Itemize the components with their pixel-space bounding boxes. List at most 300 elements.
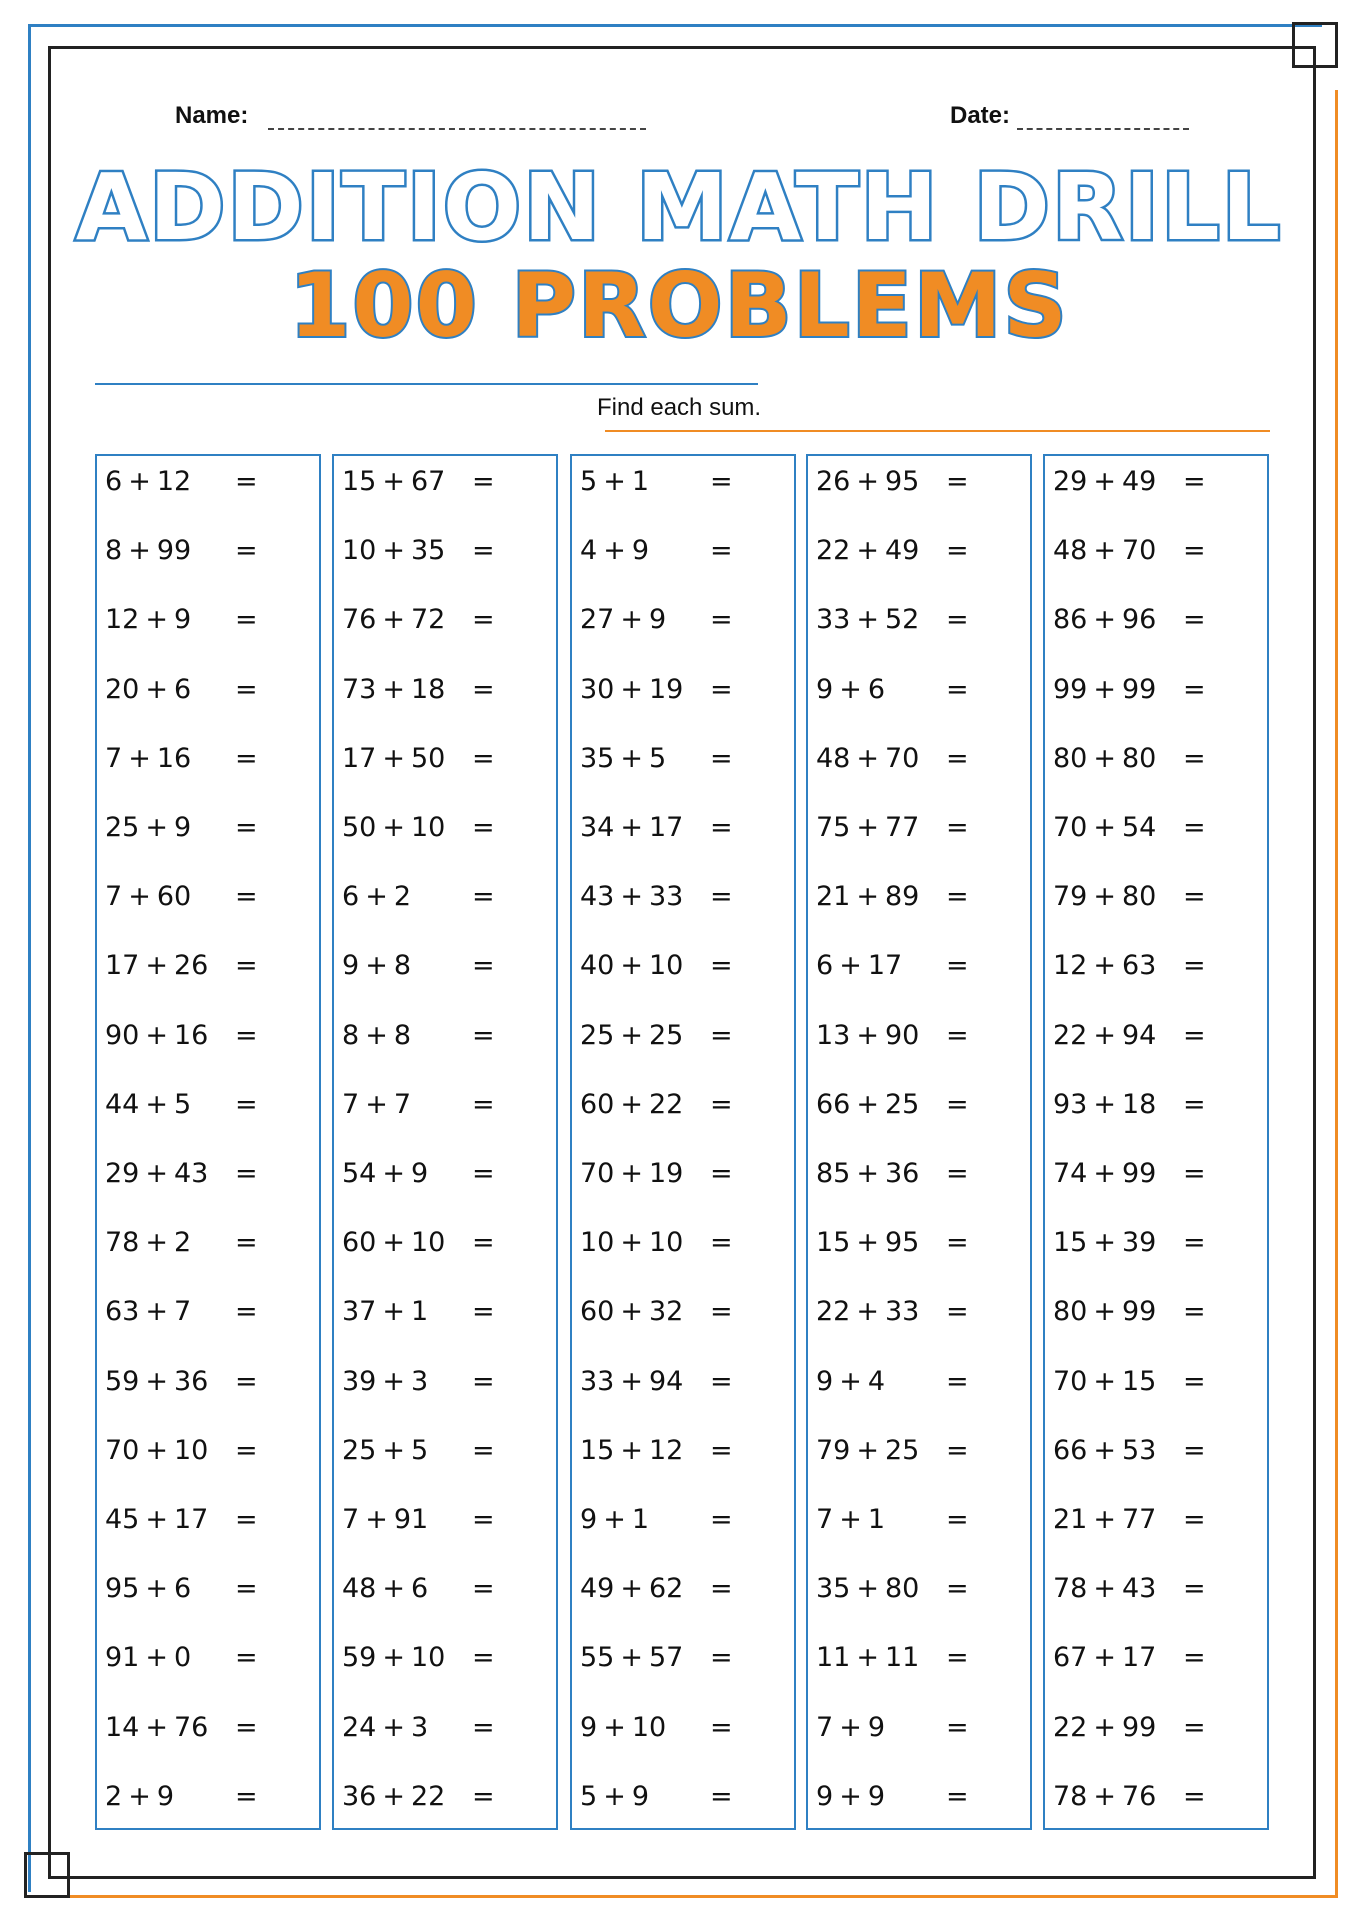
equals-sign: =: [710, 1158, 733, 1189]
addend-b: 25: [884, 1434, 920, 1466]
plus-sign: +: [145, 673, 168, 705]
equals-sign: =: [235, 673, 258, 705]
addend-a: 21: [816, 881, 851, 913]
equals-sign: =: [472, 1088, 495, 1120]
addend-b: 10: [410, 812, 446, 843]
plus-sign: +: [856, 535, 879, 567]
equals-sign: =: [235, 1434, 258, 1466]
equals-sign: =: [1183, 1227, 1206, 1259]
equals-sign: =: [235, 1227, 258, 1259]
plus-sign: +: [1093, 881, 1116, 913]
addend-b: 1: [631, 466, 649, 497]
problem: [105, 1777, 315, 1817]
equals-sign: =: [946, 1504, 969, 1535]
problem: [105, 1154, 315, 1194]
addend-b: 19: [648, 673, 684, 705]
equals-sign: =: [1183, 1158, 1206, 1189]
equals-sign: =: [710, 950, 733, 982]
problem: [580, 1569, 790, 1609]
addend-a: 79: [816, 1434, 851, 1466]
plus-sign: +: [1093, 1642, 1116, 1674]
equals-sign: =: [946, 1227, 969, 1259]
problem: [580, 1431, 790, 1471]
equals-sign: =: [472, 1780, 495, 1812]
addend-a: 7: [816, 1504, 834, 1535]
addend-a: 15: [1053, 1227, 1088, 1259]
addend-b: 17: [867, 950, 903, 982]
addend-a: 17: [342, 742, 377, 774]
problem: [105, 739, 315, 779]
worksheet-title: ADDITION MATH DRILL: [75, 154, 1283, 261]
addend-b: 7: [173, 1296, 192, 1328]
equals-sign: =: [235, 1019, 258, 1051]
addend-a: 74: [1053, 1158, 1088, 1189]
addend-b: 49: [884, 535, 920, 567]
problem: [105, 1292, 315, 1332]
problem: [580, 670, 790, 710]
problem: [342, 877, 552, 917]
equals-sign: =: [472, 950, 495, 982]
addend-a: 76: [342, 604, 377, 636]
addend-a: 12: [105, 604, 140, 636]
equals-sign: =: [946, 1019, 969, 1051]
addend-b: 10: [410, 1642, 446, 1674]
date-label: Date:: [950, 102, 1011, 129]
addend-b: 99: [1121, 1158, 1157, 1189]
plus-sign: +: [365, 1019, 388, 1051]
equals-sign: =: [472, 466, 495, 497]
plus-sign: +: [382, 466, 405, 497]
plus-sign: +: [620, 812, 643, 843]
plus-sign: +: [1093, 673, 1116, 705]
addend-a: 33: [580, 1365, 615, 1397]
addend-b: 17: [173, 1504, 209, 1535]
problem: [580, 1777, 790, 1817]
addend-b: 1: [631, 1504, 649, 1535]
addend-a: 22: [816, 1296, 851, 1328]
addend-a: 39: [342, 1365, 377, 1397]
problem: [1053, 1016, 1263, 1056]
plus-sign: +: [128, 742, 151, 774]
equals-sign: =: [472, 742, 495, 774]
equals-sign: =: [1183, 1642, 1206, 1674]
equals-sign: =: [472, 673, 495, 705]
addend-b: 57: [648, 1642, 684, 1674]
addend-a: 15: [816, 1227, 851, 1259]
plus-sign: +: [1093, 950, 1116, 982]
problem: [1053, 1777, 1263, 1817]
problem: [342, 739, 552, 779]
plus-sign: +: [128, 881, 151, 913]
addend-a: 60: [342, 1227, 377, 1259]
plus-sign: +: [856, 1573, 879, 1605]
equals-sign: =: [1183, 1019, 1206, 1051]
plus-sign: +: [145, 604, 168, 636]
addend-a: 6: [342, 881, 360, 913]
addend-b: 1: [867, 1504, 885, 1535]
plus-sign: +: [620, 604, 643, 636]
problem: [342, 531, 552, 571]
problem: [342, 670, 552, 710]
equals-sign: =: [1183, 812, 1206, 843]
equals-sign: =: [235, 812, 258, 843]
addend-b: 10: [648, 950, 684, 982]
plus-sign: +: [1093, 1227, 1116, 1259]
problem: [1053, 877, 1263, 917]
addend-b: 80: [884, 1573, 920, 1605]
plus-sign: +: [839, 1365, 862, 1397]
plus-sign: +: [365, 1504, 388, 1535]
plus-sign: +: [1093, 1711, 1116, 1743]
addend-a: 50: [342, 812, 377, 843]
equals-sign: =: [710, 1642, 733, 1674]
addend-b: 6: [173, 1573, 192, 1605]
equals-sign: =: [235, 1365, 258, 1397]
equals-sign: =: [235, 1780, 258, 1812]
addend-b: 4: [867, 1365, 885, 1397]
plus-sign: +: [1093, 604, 1116, 636]
addend-a: 45: [105, 1504, 140, 1535]
equals-sign: =: [710, 673, 733, 705]
addend-a: 79: [1053, 881, 1088, 913]
plus-sign: +: [839, 673, 862, 705]
problem: [580, 1154, 790, 1194]
equals-sign: =: [472, 1296, 495, 1328]
problem-column: [806, 454, 1032, 1830]
problem: [342, 1431, 552, 1471]
addend-b: 99: [1121, 1296, 1157, 1328]
problem: [105, 1362, 315, 1402]
addend-a: 10: [580, 1227, 615, 1259]
plus-sign: +: [382, 742, 405, 774]
addend-a: 9: [580, 1711, 598, 1743]
addend-a: 59: [342, 1642, 377, 1674]
addend-a: 4: [580, 535, 598, 567]
problem: [105, 1569, 315, 1609]
date-field[interactable]: [1017, 128, 1189, 130]
equals-sign: =: [235, 1711, 258, 1743]
problem: [580, 739, 790, 779]
plus-sign: +: [382, 1158, 405, 1189]
problem: [105, 1431, 315, 1471]
addend-a: 36: [342, 1780, 377, 1812]
addend-a: 7: [105, 742, 123, 774]
plus-sign: +: [382, 1434, 405, 1466]
problem: [105, 462, 315, 502]
addend-b: 7: [393, 1088, 411, 1120]
plus-sign: +: [145, 1711, 168, 1743]
addend-b: 89: [884, 881, 920, 913]
addend-a: 9: [342, 950, 360, 982]
problem: [816, 1708, 1026, 1748]
equals-sign: =: [710, 1088, 733, 1120]
addend-b: 10: [648, 1227, 684, 1259]
problem-column: [1043, 454, 1269, 1830]
plus-sign: +: [382, 1642, 405, 1674]
addend-a: 91: [105, 1642, 140, 1674]
equals-sign: =: [946, 1088, 969, 1120]
plus-sign: +: [620, 742, 643, 774]
addend-b: 9: [156, 1780, 174, 1812]
addend-b: 11: [884, 1642, 920, 1674]
equals-sign: =: [946, 1573, 969, 1605]
plus-sign: +: [856, 812, 879, 843]
addend-a: 66: [1053, 1434, 1088, 1466]
equals-sign: =: [1183, 1711, 1206, 1743]
plus-sign: +: [382, 1711, 405, 1743]
plus-sign: +: [856, 1019, 879, 1051]
addend-a: 21: [1053, 1504, 1088, 1535]
plus-sign: +: [1093, 1296, 1116, 1328]
plus-sign: +: [382, 1365, 405, 1397]
plus-sign: +: [620, 1019, 643, 1051]
divider-orange: [605, 430, 1270, 432]
addend-a: 67: [1053, 1642, 1088, 1674]
plus-sign: +: [856, 1227, 879, 1259]
plus-sign: +: [382, 1296, 405, 1328]
addend-b: 15: [1121, 1365, 1157, 1397]
problem: [1053, 670, 1263, 710]
plus-sign: +: [1093, 1088, 1116, 1120]
equals-sign: =: [472, 1019, 495, 1051]
addend-a: 22: [1053, 1711, 1088, 1743]
addend-a: 85: [816, 1158, 851, 1189]
problem: [105, 1708, 315, 1748]
plus-sign: +: [603, 1711, 626, 1743]
plus-sign: +: [839, 1504, 862, 1535]
problem: [816, 1362, 1026, 1402]
addend-b: 5: [648, 742, 667, 774]
equals-sign: =: [1183, 1365, 1206, 1397]
problem: [342, 1016, 552, 1056]
equals-sign: =: [235, 1088, 258, 1120]
addend-b: 99: [1121, 1711, 1157, 1743]
addend-b: 17: [1121, 1642, 1157, 1674]
problem: [816, 739, 1026, 779]
addend-b: 50: [410, 742, 446, 774]
equals-sign: =: [235, 466, 258, 497]
equals-sign: =: [1183, 1780, 1206, 1812]
addend-a: 55: [580, 1642, 615, 1674]
problem: [342, 1223, 552, 1263]
addend-b: 62: [648, 1573, 684, 1605]
problem: [816, 670, 1026, 710]
problem: [105, 670, 315, 710]
equals-sign: =: [710, 1780, 733, 1812]
problem: [580, 1085, 790, 1125]
addend-a: 20: [105, 673, 140, 705]
plus-sign: +: [145, 1088, 168, 1120]
equals-sign: =: [1183, 1573, 1206, 1605]
equals-sign: =: [472, 1434, 495, 1466]
plus-sign: +: [856, 1434, 879, 1466]
addend-b: 19: [648, 1158, 684, 1189]
plus-sign: +: [620, 673, 643, 705]
plus-sign: +: [145, 1365, 168, 1397]
addend-b: 9: [631, 1780, 649, 1812]
equals-sign: =: [472, 1158, 495, 1189]
addend-a: 26: [816, 466, 851, 497]
equals-sign: =: [710, 812, 733, 843]
problem: [816, 1500, 1026, 1540]
addend-b: 5: [410, 1434, 429, 1466]
addend-b: 43: [1121, 1573, 1157, 1605]
addend-b: 76: [1121, 1780, 1157, 1812]
addend-b: 17: [648, 812, 684, 843]
addend-a: 9: [816, 673, 834, 705]
addend-b: 33: [884, 1296, 920, 1328]
equals-sign: =: [472, 1642, 495, 1674]
problem: [1053, 1223, 1263, 1263]
problem: [1053, 531, 1263, 571]
problem: [580, 1292, 790, 1332]
addend-b: 77: [884, 812, 920, 843]
equals-sign: =: [1183, 1296, 1206, 1328]
problem: [1053, 1569, 1263, 1609]
plus-sign: +: [1093, 466, 1116, 497]
problem: [580, 877, 790, 917]
plus-sign: +: [1093, 1158, 1116, 1189]
addend-b: 25: [884, 1088, 920, 1120]
problem-column: [95, 454, 321, 1830]
plus-sign: +: [1093, 535, 1116, 567]
problem: [580, 1016, 790, 1056]
addend-b: 10: [631, 1711, 667, 1743]
addend-b: 99: [1121, 673, 1157, 705]
addend-a: 70: [105, 1434, 140, 1466]
addend-b: 80: [1121, 742, 1157, 774]
addend-a: 2: [105, 1780, 123, 1812]
plus-sign: +: [1093, 1434, 1116, 1466]
addend-a: 93: [1053, 1088, 1088, 1120]
addend-b: 43: [173, 1158, 209, 1189]
plus-sign: +: [145, 1158, 168, 1189]
equals-sign: =: [946, 1642, 969, 1674]
problem: [816, 1569, 1026, 1609]
problem: [580, 531, 790, 571]
divider-blue: [95, 383, 758, 385]
problem: [342, 462, 552, 502]
plus-sign: +: [145, 1504, 168, 1535]
addend-b: 91: [393, 1504, 429, 1535]
addend-a: 59: [105, 1365, 140, 1397]
addend-b: 35: [410, 535, 446, 567]
addend-b: 9: [631, 535, 649, 567]
plus-sign: +: [620, 1158, 643, 1189]
equals-sign: =: [1183, 604, 1206, 636]
addend-a: 7: [342, 1088, 360, 1120]
problem: [1053, 1154, 1263, 1194]
problem: [1053, 1431, 1263, 1471]
problem: [105, 1085, 315, 1125]
plus-sign: +: [1093, 1504, 1116, 1535]
equals-sign: =: [710, 604, 733, 636]
problem: [105, 600, 315, 640]
addend-b: 77: [1121, 1504, 1157, 1535]
addend-b: 10: [410, 1227, 446, 1259]
plus-sign: +: [365, 881, 388, 913]
addend-b: 60: [156, 881, 192, 913]
addend-b: 18: [1121, 1088, 1157, 1120]
addend-a: 37: [342, 1296, 377, 1328]
addend-b: 94: [1121, 1019, 1157, 1051]
problem: [580, 946, 790, 986]
addend-b: 70: [1121, 535, 1157, 567]
addend-b: 6: [867, 673, 885, 705]
addend-b: 22: [648, 1088, 684, 1120]
plus-sign: +: [145, 1642, 168, 1674]
addend-a: 6: [816, 950, 834, 982]
addend-a: 44: [105, 1088, 140, 1120]
plus-sign: +: [382, 1780, 405, 1812]
equals-sign: =: [710, 1711, 733, 1743]
addend-a: 17: [105, 950, 140, 982]
plus-sign: +: [839, 1711, 862, 1743]
plus-sign: +: [145, 1227, 168, 1259]
equals-sign: =: [946, 950, 969, 982]
plus-sign: +: [603, 1504, 626, 1535]
instructions: Find each sum.: [597, 394, 762, 421]
addend-b: 2: [393, 881, 411, 913]
equals-sign: =: [235, 1296, 258, 1328]
problem: [342, 1292, 552, 1332]
equals-sign: =: [946, 1780, 969, 1812]
plus-sign: +: [382, 604, 405, 636]
equals-sign: =: [710, 1434, 733, 1466]
addend-a: 78: [1053, 1573, 1088, 1605]
corner-square-bottom-left: [24, 1852, 70, 1898]
equals-sign: =: [235, 950, 258, 982]
addend-b: 94: [648, 1365, 684, 1397]
problem: [816, 1638, 1026, 1678]
addend-a: 70: [1053, 812, 1088, 843]
problem: [816, 1085, 1026, 1125]
plus-sign: +: [1093, 1780, 1116, 1812]
plus-sign: +: [620, 1642, 643, 1674]
equals-sign: =: [1183, 1434, 1206, 1466]
addend-b: 49: [1121, 466, 1157, 497]
equals-sign: =: [235, 742, 258, 774]
addend-b: 25: [648, 1019, 684, 1051]
addend-b: 9: [173, 812, 192, 843]
addend-a: 14: [105, 1711, 140, 1743]
problem: [342, 1638, 552, 1678]
plus-sign: +: [128, 466, 151, 497]
problem: [816, 462, 1026, 502]
addend-a: 33: [816, 604, 851, 636]
equals-sign: =: [946, 1365, 969, 1397]
addend-a: 9: [816, 1780, 834, 1812]
addend-a: 95: [105, 1573, 140, 1605]
addend-b: 1: [410, 1296, 429, 1328]
addend-a: 22: [816, 535, 851, 567]
addend-a: 7: [105, 881, 123, 913]
equals-sign: =: [946, 812, 969, 843]
equals-sign: =: [710, 1504, 733, 1535]
problem: [105, 1638, 315, 1678]
problem: [342, 1154, 552, 1194]
problem: [105, 946, 315, 986]
equals-sign: =: [946, 1434, 969, 1466]
equals-sign: =: [472, 1573, 495, 1605]
addend-a: 80: [1053, 1296, 1088, 1328]
name-field[interactable]: [268, 128, 646, 130]
plus-sign: +: [365, 950, 388, 982]
addend-a: 35: [580, 742, 615, 774]
addend-b: 54: [1121, 812, 1157, 843]
problem: [1053, 1638, 1263, 1678]
addend-a: 25: [580, 1019, 615, 1051]
